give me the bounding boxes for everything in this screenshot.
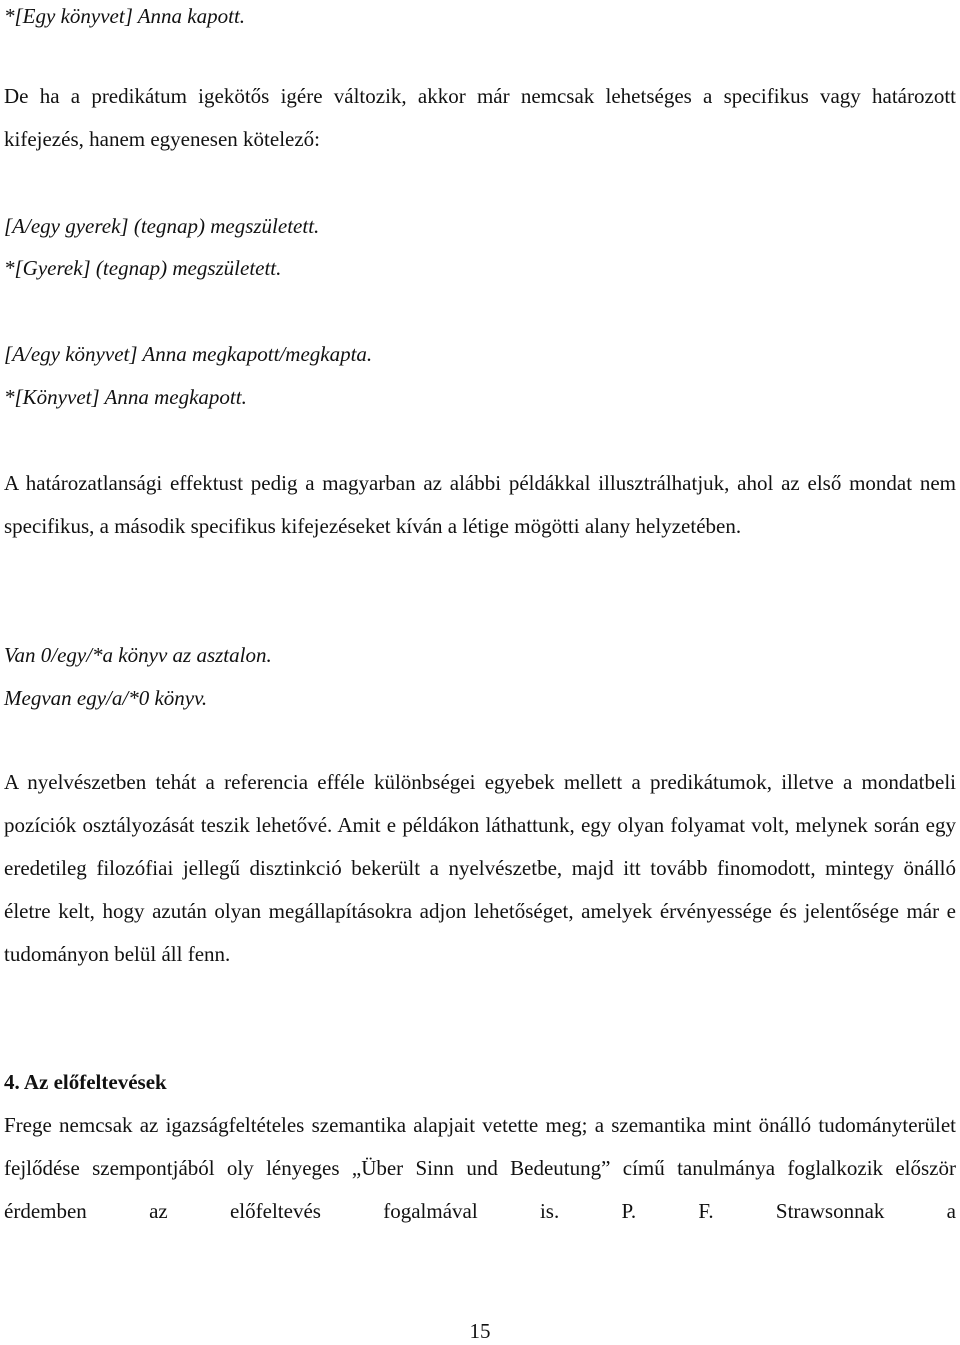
paragraph: A határozatlansági effektust pedig a magyarban az alábbi példákkal illusztrálhatjuk, ahol az első mondat nem specifikus, a második specifikus kifejezéseket kíván a létige mögötti alany helyzetében. (4, 471, 956, 538)
example-sentence: Van 0/egy/*a könyv az asztalon. (4, 643, 272, 667)
example-sentence: Megvan egy/a/*0 könyv. (4, 686, 208, 710)
example-sentence: *[Könyvet] Anna megkapott. (4, 385, 247, 409)
example-sentence: [A/egy gyerek] (tegnap) megszületett. (4, 214, 320, 238)
paragraph: A nyelvészetben tehát a referencia efféle különbségei egyebek mellett a predikátumok, illetve a mondatbeli pozíciók osztályozását teszik lehetővé. Amit e példákon láthattunk, egy olyan folyamat volt, melynek során egy eredetileg filozófiai jellegű disztinkció bekerült a nyelvészetbe, majd itt tovább finomodott, mintegy önálló életre kelt, hogy azután olyan megállapításokra adjon lehetőséget, amelyek érvényessége és jelentősége már e tudományon belül áll fenn. (4, 770, 956, 966)
page-number: 15 (469, 1319, 491, 1343)
paragraph: Frege nemcsak az igazságfeltételes szemantika alapjait vetette meg; a szemantika mint önálló tudományterület fejlődése szempontjából oly lényeges „Über Sinn und Bedeutung” című tanulmánya foglalkozik először érdemben az előfeltevés fogalmával is. P. F. Strawsonnak a (4, 1113, 956, 1223)
example-sentence: [A/egy könyvet] Anna megkapott/megkapta. (4, 342, 373, 366)
section-heading: 4. Az előfeltevések (4, 1070, 167, 1094)
paragraph: De ha a predikátum igekötős igére változik, akkor már nemcsak lehetséges a specifikus vagy határozott kifejezés, hanem egyenesen kötelező: (4, 84, 956, 151)
example-sentence: *[Gyerek] (tegnap) megszületett. (4, 256, 282, 280)
example-sentence: *[Egy könyvet] Anna kapott. (4, 4, 246, 28)
